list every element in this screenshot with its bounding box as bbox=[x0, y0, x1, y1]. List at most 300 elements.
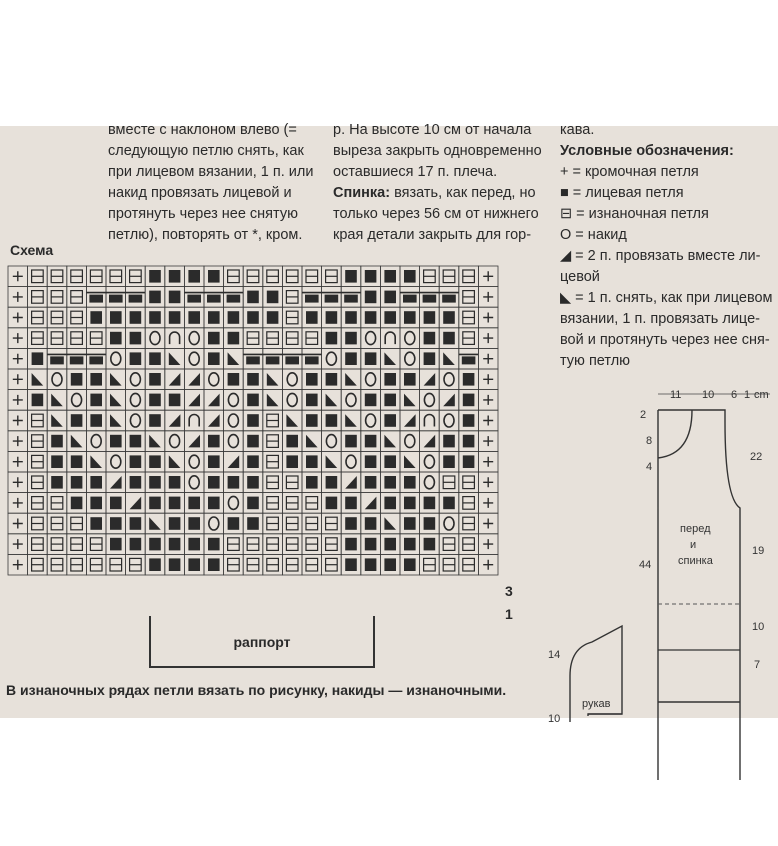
chart-cell bbox=[380, 328, 400, 349]
knit-stitch-symbol bbox=[326, 414, 338, 427]
knit-stitch-symbol bbox=[424, 311, 436, 324]
slip-bar-symbol bbox=[403, 295, 417, 303]
ssk-left-symbol bbox=[286, 414, 298, 427]
text-column-1 bbox=[108, 120, 313, 246]
knit-stitch-symbol bbox=[384, 291, 396, 304]
knit-stitch-symbol bbox=[404, 311, 416, 324]
text-line: оставшиеся 17 п. плеча. bbox=[333, 164, 498, 180]
edge-stitch-symbol bbox=[13, 395, 23, 405]
knit-stitch-symbol bbox=[169, 476, 181, 489]
left-dim: 8 bbox=[646, 435, 653, 447]
knit-stitch-symbol bbox=[424, 538, 436, 551]
knit-stitch-symbol bbox=[345, 352, 357, 365]
knit-stitch-symbol bbox=[32, 394, 44, 407]
knit-stitch-symbol bbox=[228, 476, 240, 489]
yarn-over-symbol bbox=[111, 352, 121, 365]
knit-stitch-symbol bbox=[443, 455, 455, 468]
knit-stitch-symbol bbox=[130, 476, 142, 489]
edge-stitch-symbol bbox=[13, 271, 23, 281]
knit-stitch-symbol bbox=[208, 497, 220, 510]
ssk-left-symbol bbox=[51, 394, 63, 407]
body-label-line: перед bbox=[680, 523, 711, 535]
k2tog-right-symbol bbox=[404, 414, 416, 427]
knit-stitch-symbol bbox=[404, 270, 416, 283]
knit-stitch-symbol bbox=[404, 476, 416, 489]
knit-stitch-symbol bbox=[384, 476, 396, 489]
ssk-left-symbol bbox=[149, 435, 161, 448]
knit-stitch-symbol bbox=[247, 476, 259, 489]
knit-stitch-symbol bbox=[443, 497, 455, 510]
yarn-over-symbol bbox=[287, 373, 297, 386]
yarn-over-symbol bbox=[444, 373, 454, 386]
ssk-left-symbol bbox=[404, 394, 416, 407]
ssk-left-symbol bbox=[267, 373, 279, 386]
legend-text: = 1 п. снять, как при лицевом bbox=[571, 290, 773, 306]
knit-stitch-symbol bbox=[149, 414, 161, 427]
ssk-left-symbol bbox=[149, 517, 161, 530]
legend-text: тую петлю bbox=[560, 353, 631, 369]
text-line: протянуть через нее снятую bbox=[108, 206, 298, 222]
chart-cell bbox=[28, 369, 48, 390]
slip-bar-symbol bbox=[285, 356, 299, 364]
knit-stitch-symbol bbox=[208, 476, 220, 489]
yarn-over-symbol bbox=[189, 476, 199, 489]
knit-stitch-symbol bbox=[345, 332, 357, 345]
chart-cell bbox=[380, 513, 400, 534]
knit-stitch-symbol bbox=[130, 538, 142, 551]
knit-stitch-symbol bbox=[228, 373, 240, 386]
text-line: следующую петлю снять, как bbox=[108, 143, 304, 159]
edge-stitch-symbol bbox=[13, 292, 23, 302]
knit-stitch-symbol bbox=[149, 291, 161, 304]
right-dim: 19 bbox=[752, 545, 765, 557]
legend-item bbox=[560, 204, 773, 225]
chart-cell bbox=[165, 369, 185, 390]
knit-stitch-symbol bbox=[384, 373, 396, 386]
knit-stitch-symbol bbox=[149, 538, 161, 551]
knit-stitch-symbol bbox=[188, 270, 200, 283]
knit-stitch-symbol bbox=[326, 311, 338, 324]
slip-bar-symbol bbox=[50, 356, 64, 364]
k2tog-right-symbol bbox=[208, 394, 220, 407]
right-dim: 7 bbox=[754, 659, 761, 671]
schema-title: Схема bbox=[10, 242, 54, 258]
knit-stitch-symbol bbox=[345, 497, 357, 510]
yarn-over-symbol bbox=[111, 455, 121, 468]
chart-cell bbox=[322, 451, 342, 472]
edge-stitch-symbol bbox=[13, 539, 23, 549]
slip-bar-symbol bbox=[70, 356, 84, 364]
legend-item bbox=[560, 183, 773, 204]
knit-stitch-symbol bbox=[247, 373, 259, 386]
knit-stitch-symbol bbox=[247, 291, 259, 304]
slip-bar-symbol bbox=[423, 295, 437, 303]
text-line: края детали закрыть для гор- bbox=[333, 227, 532, 243]
knit-stitch-symbol bbox=[188, 311, 200, 324]
chart-cell bbox=[184, 410, 204, 431]
edge-stitch-symbol bbox=[483, 374, 493, 384]
ssk-left-symbol bbox=[384, 352, 396, 365]
top-dim: 10 bbox=[702, 389, 715, 401]
text-line: р. На высоте 10 см от начала bbox=[333, 122, 532, 138]
legend-text: вязании, 1 п. провязать лице- bbox=[560, 311, 760, 327]
slip-bar-symbol bbox=[305, 295, 319, 303]
k2tog-right-symbol bbox=[188, 435, 200, 448]
knit-stitch-symbol bbox=[149, 476, 161, 489]
yarn-over-symbol bbox=[209, 517, 219, 530]
knit-stitch-symbol bbox=[384, 455, 396, 468]
legend-text: = накид bbox=[571, 227, 627, 243]
scanned-page bbox=[0, 122, 778, 725]
edge-stitch-symbol bbox=[13, 436, 23, 446]
edge-stitch-symbol bbox=[13, 374, 23, 384]
knit-stitch-symbol bbox=[424, 517, 436, 530]
knit-stitch-symbol bbox=[365, 558, 377, 571]
knit-stitch-symbol bbox=[384, 558, 396, 571]
knit-stitch-symbol bbox=[169, 497, 181, 510]
knit-stitch-symbol bbox=[90, 497, 102, 510]
knit-stitch-symbol bbox=[51, 435, 63, 448]
knit-stitch-symbol bbox=[71, 373, 83, 386]
footnote: В изнаночных рядах петли вязать по рисунку, накиды — изнаночными. bbox=[6, 682, 507, 698]
yarn-over-symbol bbox=[444, 414, 454, 427]
edge-stitch-symbol bbox=[13, 457, 23, 467]
knit-stitch-symbol bbox=[169, 270, 181, 283]
k2tog-right-symbol bbox=[345, 476, 357, 489]
ssk-left-symbol bbox=[345, 373, 357, 386]
chart-cell bbox=[380, 431, 400, 452]
edge-stitch-symbol bbox=[483, 292, 493, 302]
legend-item bbox=[560, 309, 773, 330]
ssk-left-symbol bbox=[169, 352, 181, 365]
knit-stitch-symbol bbox=[306, 373, 318, 386]
arch-symbol bbox=[189, 415, 199, 427]
legend-symbol: ◢ bbox=[560, 248, 572, 264]
knit-stitch-symbol bbox=[90, 476, 102, 489]
yarn-over-symbol bbox=[91, 435, 101, 448]
edge-stitch-symbol bbox=[13, 416, 23, 426]
yarn-over-symbol bbox=[424, 476, 434, 489]
knit-stitch-symbol bbox=[130, 352, 142, 365]
knit-stitch-symbol bbox=[110, 497, 122, 510]
k2tog-right-symbol bbox=[130, 497, 142, 510]
yarn-over-symbol bbox=[130, 393, 140, 406]
edge-stitch-symbol bbox=[483, 313, 493, 323]
knit-stitch-symbol bbox=[306, 394, 318, 407]
k2tog-right-symbol bbox=[110, 476, 122, 489]
knit-stitch-symbol bbox=[208, 311, 220, 324]
knit-stitch-symbol bbox=[169, 517, 181, 530]
knit-stitch-symbol bbox=[149, 558, 161, 571]
body-label-line: спинка bbox=[678, 555, 713, 567]
knit-stitch-symbol bbox=[169, 538, 181, 551]
legend-text: = 2 п. провязать вместе ли- bbox=[571, 248, 761, 264]
legend-item bbox=[560, 351, 773, 372]
chart-cell bbox=[420, 410, 440, 431]
text-line: вместе с наклоном влево (= bbox=[108, 122, 297, 138]
back-instructions bbox=[333, 183, 542, 204]
yarn-over-symbol bbox=[150, 332, 160, 345]
yarn-over-symbol bbox=[130, 373, 140, 386]
knit-stitch-symbol bbox=[208, 352, 220, 365]
yarn-over-symbol bbox=[444, 517, 454, 530]
yarn-over-symbol bbox=[228, 496, 238, 509]
knit-stitch-symbol bbox=[443, 311, 455, 324]
ssk-left-symbol bbox=[326, 455, 338, 468]
chart-cell bbox=[380, 348, 400, 369]
yarn-over-symbol bbox=[72, 393, 82, 406]
top-dim: 6 bbox=[731, 389, 738, 401]
legend-item bbox=[560, 330, 773, 351]
slip-bar-symbol bbox=[305, 356, 319, 364]
top-dim: cm bbox=[754, 389, 769, 401]
knit-stitch-symbol bbox=[424, 352, 436, 365]
k2tog-right-symbol bbox=[228, 455, 240, 468]
edge-stitch-symbol bbox=[483, 333, 493, 343]
knit-stitch-symbol bbox=[71, 476, 83, 489]
yarn-over-symbol bbox=[405, 435, 415, 448]
knit-stitch-symbol bbox=[247, 311, 259, 324]
knit-stitch-symbol bbox=[110, 332, 122, 345]
knit-stitch-symbol bbox=[130, 332, 142, 345]
yarn-over-symbol bbox=[366, 332, 376, 345]
text-line: только через 56 см от нижнего bbox=[333, 206, 539, 222]
ssk-left-symbol bbox=[51, 414, 63, 427]
yarn-over-symbol bbox=[52, 373, 62, 386]
text-line: петлю), повторять от *, кром. bbox=[108, 227, 303, 243]
back-heading: Спинка: bbox=[333, 185, 391, 201]
knit-stitch-symbol bbox=[326, 497, 338, 510]
ssk-left-symbol bbox=[32, 373, 44, 386]
yarn-over-symbol bbox=[287, 393, 297, 406]
legend-item bbox=[560, 162, 773, 183]
knit-stitch-symbol bbox=[110, 435, 122, 448]
yarn-over-symbol bbox=[366, 373, 376, 386]
arch-symbol bbox=[170, 332, 180, 344]
edge-stitch-symbol bbox=[13, 519, 23, 529]
knit-stitch-symbol bbox=[306, 311, 318, 324]
knit-stitch-symbol bbox=[286, 455, 298, 468]
knit-stitch-symbol bbox=[169, 311, 181, 324]
knit-stitch-symbol bbox=[443, 332, 455, 345]
slip-bar-symbol bbox=[246, 356, 260, 364]
legend-title: Условные обозначения: bbox=[560, 143, 734, 159]
chart-cell bbox=[184, 369, 204, 390]
knit-stitch-symbol bbox=[247, 414, 259, 427]
slip-bar-symbol bbox=[462, 356, 476, 364]
legend-text: вой и протянуть через нее сня- bbox=[560, 332, 770, 348]
yarn-over-symbol bbox=[130, 414, 140, 427]
ssk-left-symbol bbox=[110, 414, 122, 427]
knit-stitch-symbol bbox=[326, 373, 338, 386]
knit-stitch-symbol bbox=[306, 414, 318, 427]
legend-symbol: ■ bbox=[560, 185, 569, 201]
knit-stitch-symbol bbox=[463, 435, 475, 448]
ssk-left-symbol bbox=[90, 455, 102, 468]
edge-stitch-symbol bbox=[483, 539, 493, 549]
knit-stitch-symbol bbox=[110, 311, 122, 324]
knit-stitch-symbol bbox=[228, 311, 240, 324]
legend-item bbox=[560, 246, 773, 267]
knit-stitch-symbol bbox=[424, 332, 436, 345]
ssk-left-symbol bbox=[228, 352, 240, 365]
knit-stitch-symbol bbox=[188, 558, 200, 571]
rapport-bracket bbox=[149, 616, 375, 668]
yarn-over-symbol bbox=[228, 393, 238, 406]
text-column-2 bbox=[333, 120, 542, 246]
ssk-left-symbol bbox=[404, 455, 416, 468]
knit-stitch-symbol bbox=[365, 291, 377, 304]
k2tog-right-symbol bbox=[424, 435, 436, 448]
knit-stitch-symbol bbox=[51, 476, 63, 489]
knit-stitch-symbol bbox=[365, 517, 377, 530]
sleeve-dim: 10 bbox=[548, 713, 561, 725]
knit-stitch-symbol bbox=[384, 394, 396, 407]
edge-stitch-symbol bbox=[483, 560, 493, 570]
knit-stitch-symbol bbox=[208, 558, 220, 571]
text-line: выреза закрыть одновременно bbox=[333, 143, 542, 159]
edge-stitch-symbol bbox=[483, 271, 493, 281]
left-dim: 4 bbox=[646, 461, 653, 473]
k2tog-right-symbol bbox=[169, 414, 181, 427]
legend-symbol: ◣ bbox=[560, 290, 572, 306]
legend-symbol: + bbox=[560, 164, 569, 180]
chart-cell bbox=[400, 410, 420, 431]
knit-stitch-symbol bbox=[110, 538, 122, 551]
knit-stitch-symbol bbox=[247, 517, 259, 530]
edge-stitch-symbol bbox=[483, 457, 493, 467]
knit-stitch-symbol bbox=[90, 373, 102, 386]
yarn-over-symbol bbox=[424, 455, 434, 468]
knit-stitch-symbol bbox=[71, 455, 83, 468]
knit-stitch-symbol bbox=[51, 455, 63, 468]
knit-stitch-symbol bbox=[404, 373, 416, 386]
rapport-label: раппорт bbox=[233, 634, 291, 650]
k2tog-right-symbol bbox=[188, 394, 200, 407]
edge-stitch-symbol bbox=[13, 477, 23, 487]
knit-stitch-symbol bbox=[149, 270, 161, 283]
arch-symbol bbox=[424, 415, 434, 427]
knit-stitch-symbol bbox=[345, 311, 357, 324]
row-number-1: 1 bbox=[505, 606, 513, 622]
edge-stitch-symbol bbox=[483, 436, 493, 446]
ssk-left-symbol bbox=[326, 394, 338, 407]
legend-item bbox=[560, 225, 773, 246]
knit-stitch-symbol bbox=[463, 394, 475, 407]
knit-stitch-symbol bbox=[90, 517, 102, 530]
knit-stitch-symbol bbox=[463, 373, 475, 386]
knit-stitch-symbol bbox=[247, 455, 259, 468]
slip-bar-symbol bbox=[207, 295, 221, 303]
knit-stitch-symbol bbox=[267, 291, 279, 304]
k2tog-right-symbol bbox=[424, 373, 436, 386]
knit-stitch-symbol bbox=[424, 497, 436, 510]
edge-stitch-symbol bbox=[483, 519, 493, 529]
yarn-over-symbol bbox=[346, 393, 356, 406]
yarn-over-symbol bbox=[189, 455, 199, 468]
ssk-left-symbol bbox=[110, 394, 122, 407]
ssk-left-symbol bbox=[267, 394, 279, 407]
chart-cell bbox=[341, 472, 361, 493]
knit-stitch-symbol bbox=[306, 455, 318, 468]
knit-stitch-symbol bbox=[228, 332, 240, 345]
edge-stitch-symbol bbox=[483, 498, 493, 508]
edge-stitch-symbol bbox=[483, 395, 493, 405]
top-dim: 11 bbox=[670, 389, 682, 401]
knit-stitch-symbol bbox=[90, 414, 102, 427]
garment-pattern-diagram bbox=[530, 382, 778, 725]
knit-stitch-symbol bbox=[365, 538, 377, 551]
knit-stitch-symbol bbox=[326, 476, 338, 489]
slip-bar-symbol bbox=[129, 295, 143, 303]
ssk-left-symbol bbox=[71, 435, 83, 448]
slip-bar-symbol bbox=[442, 295, 456, 303]
knit-stitch-symbol bbox=[208, 332, 220, 345]
knit-stitch-symbol bbox=[71, 414, 83, 427]
legend-item bbox=[560, 267, 773, 288]
knit-stitch-symbol bbox=[384, 270, 396, 283]
knit-stitch-symbol bbox=[149, 455, 161, 468]
yarn-over-symbol bbox=[189, 332, 199, 345]
knit-stitch-symbol bbox=[463, 455, 475, 468]
knit-stitch-symbol bbox=[130, 517, 142, 530]
slip-bar-symbol bbox=[227, 295, 241, 303]
yarn-over-symbol bbox=[228, 435, 238, 448]
k2tog-right-symbol bbox=[208, 414, 220, 427]
sleeve-label: рукав bbox=[582, 698, 611, 710]
legend-text: = изнаночная петля bbox=[572, 206, 709, 222]
edge-stitch-symbol bbox=[483, 354, 493, 364]
knit-stitch-symbol bbox=[365, 455, 377, 468]
edge-stitch-symbol bbox=[483, 477, 493, 487]
legend bbox=[560, 120, 773, 372]
text-line: накид провязать лицевой и bbox=[108, 185, 292, 201]
yarn-over-symbol bbox=[424, 393, 434, 406]
knit-stitch-symbol bbox=[188, 517, 200, 530]
ssk-left-symbol bbox=[110, 373, 122, 386]
yarn-over-symbol bbox=[326, 435, 336, 448]
legend-text: цевой bbox=[560, 269, 600, 285]
legend-symbol: ⊟ bbox=[560, 206, 573, 222]
chart-cell bbox=[106, 410, 126, 431]
knit-stitch-symbol bbox=[345, 558, 357, 571]
yarn-over-symbol bbox=[189, 352, 199, 365]
ssk-left-symbol bbox=[306, 435, 318, 448]
edge-stitch-symbol bbox=[483, 416, 493, 426]
yarn-over-symbol bbox=[366, 414, 376, 427]
edge-stitch-symbol bbox=[13, 333, 23, 343]
knit-stitch-symbol bbox=[286, 435, 298, 448]
chart-cell bbox=[165, 328, 185, 349]
knit-stitch-symbol bbox=[384, 538, 396, 551]
yarn-over-symbol bbox=[170, 435, 180, 448]
knit-stitch-symbol bbox=[110, 517, 122, 530]
knit-stitch-symbol bbox=[404, 497, 416, 510]
knit-stitch-symbol bbox=[365, 476, 377, 489]
knit-stitch-symbol bbox=[404, 517, 416, 530]
legend-text: = кромочная петля bbox=[568, 164, 699, 180]
k2tog-right-symbol bbox=[443, 394, 455, 407]
body-height: 44 bbox=[639, 559, 652, 571]
knit-stitch-symbol bbox=[326, 332, 338, 345]
right-dim: 22 bbox=[750, 451, 763, 463]
knit-stitch-symbol bbox=[365, 435, 377, 448]
yarn-over-symbol bbox=[228, 414, 238, 427]
knit-stitch-symbol bbox=[365, 394, 377, 407]
legend-text: = лицевая петля bbox=[568, 185, 684, 201]
edge-stitch-symbol bbox=[13, 498, 23, 508]
chart-cell bbox=[106, 369, 126, 390]
